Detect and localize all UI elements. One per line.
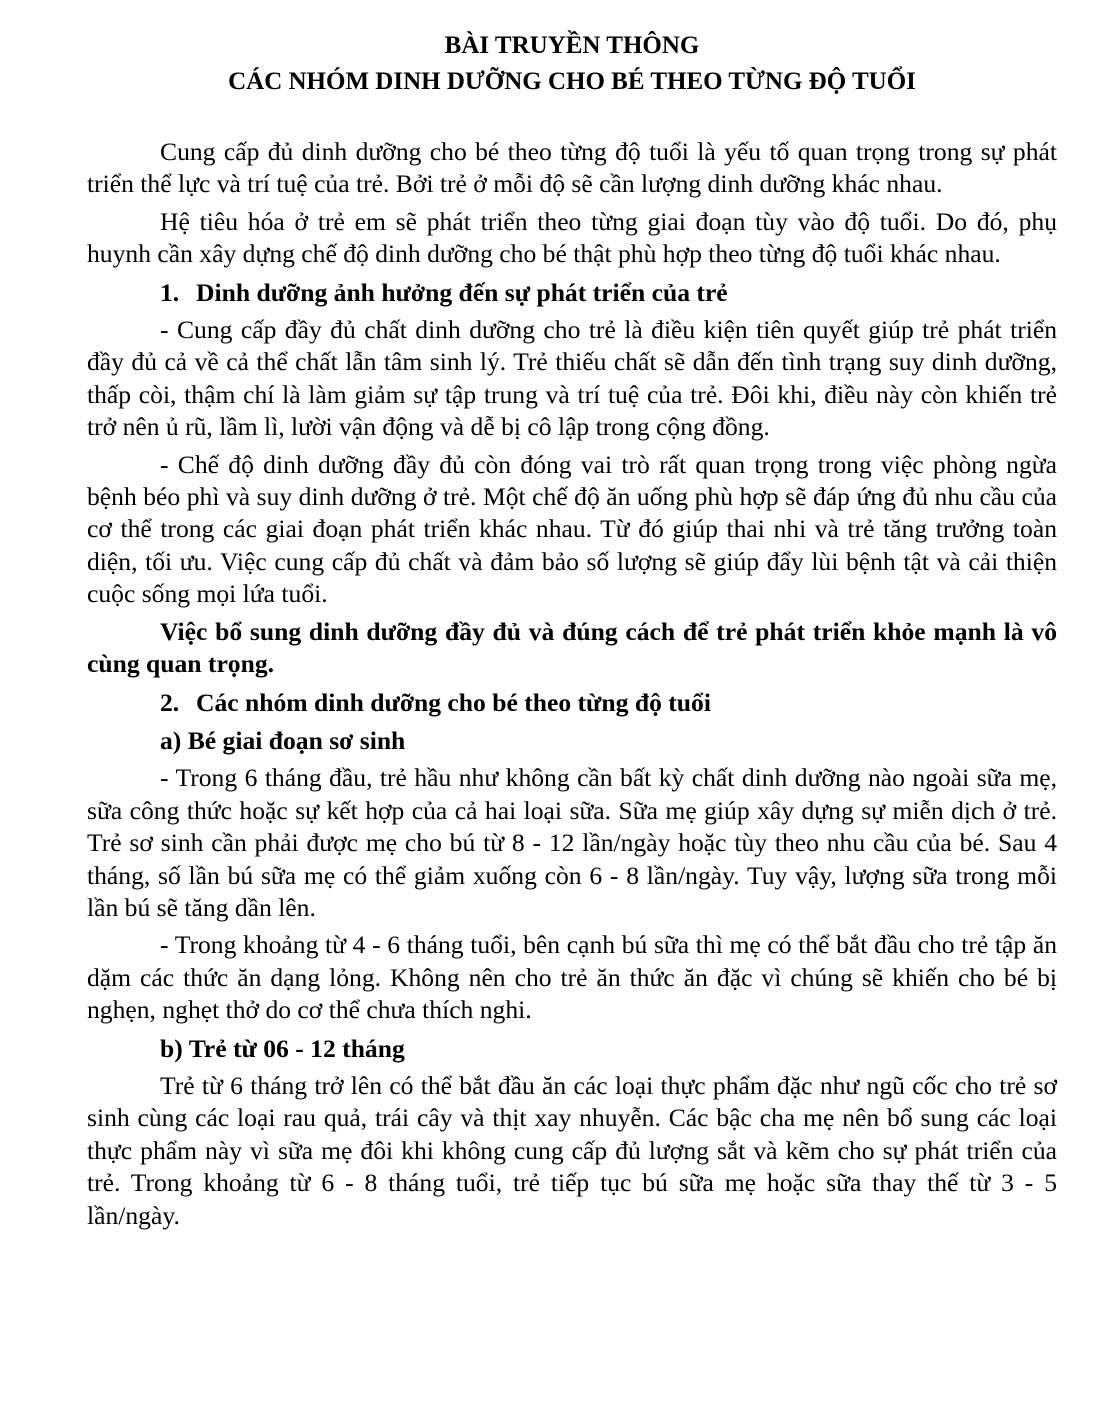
intro-paragraph-1: Cung cấp đủ dinh dưỡng cho bé theo từng độ tuổi là yếu tố quan trọng trong sự phát triển thể lực và trí tuệ của trẻ. Bởi trẻ ở mỗi độ sẽ cần lượng dinh dưỡng khác nhau. — [87, 137, 1057, 199]
section-1-paragraph-1: - Cung cấp đầy đủ chất dinh dưỡng cho trẻ là điều kiện tiên quyết giúp trẻ phát triển đầy đủ cả về cả thể chất lẫn tâm sinh lý. Trẻ thiếu chất sẽ dẫn đến tình trạng suy dinh dưỡng, thấp còi, thậm chí là làm giảm sự tập trung và trí tuệ của trẻ. Đôi khi, điều này còn khiến trẻ trở nên ủ rũ, lầm lì, lười vận động và dễ bị cô lập trong cộng đồng. — [87, 315, 1057, 442]
section-2-heading-text: Các nhóm dinh dưỡng cho bé theo từng độ tuổi — [196, 687, 711, 717]
section-1-emphasis: Việc bổ sung dinh dưỡng đầy đủ và đúng cách để trẻ phát triển khỏe mạnh là vô cùng quan trọng. — [87, 616, 1057, 679]
section-1-heading-text: Dinh dưỡng ảnh hưởng đến sự phát triển của trẻ — [196, 277, 728, 307]
intro-paragraph-2: Hệ tiêu hóa ở trẻ em sẽ phát triển theo từng giai đoạn tùy vào độ tuổi. Do đó, phụ huynh cần xây dựng chế độ dinh dưỡng cho bé thật phù hợp theo từng độ tuổi khác nhau. — [87, 206, 1057, 269]
subsection-b-paragraph-1: Trẻ từ 6 tháng trở lên có thể bắt đầu ăn các loại thực phẩm đặc như ngũ cốc cho trẻ sơ sinh cùng các loại rau quả, trái cây và thịt xay nhuyễn. Các bậc cha mẹ nên bổ sung các loại thực phẩm này vì sữa mẹ đôi khi không cung cấp đủ lượng sắt và kẽm cho sự phát triển của trẻ. Trong khoảng từ 6 - 8 tháng tuổi, trẻ tiếp tục bú sữa mẹ hoặc sữa thay thế từ 3 - 5 lần/ngày. — [87, 1070, 1057, 1230]
subsection-b-heading: b) Trẻ từ 06 - 12 tháng — [160, 1033, 405, 1063]
subsection-a-paragraph-2: - Trong khoảng từ 4 - 6 tháng tuổi, bên cạnh bú sữa thì mẹ có thể bắt đầu cho trẻ tập ăn dặm các thức ăn dạng lỏng. Không nên cho trẻ ăn thức ăn đặc vì chúng sẽ khiến cho bé bị nghẹn, nghẹt thở do cơ thể chưa thích nghi. — [87, 930, 1057, 1025]
section-2-heading — [87, 687, 1057, 719]
section-1-number: 1. — [160, 277, 180, 307]
subsection-a-heading: a) Bé giai đoạn sơ sinh — [160, 725, 406, 755]
section-2-number: 2. — [160, 687, 180, 717]
section-1-heading — [87, 277, 1057, 309]
title-spacer — [87, 100, 1057, 136]
document-page — [87, 28, 1057, 1232]
subsection-a-paragraph-1: - Trong 6 tháng đầu, trẻ hầu như không cần bất kỳ chất dinh dưỡng nào ngoài sữa mẹ, sữa công thức hoặc sự kết hợp của cả hai loại sữa. Sữa mẹ giúp xây dựng sự miễn dịch ở trẻ. Trẻ sơ sinh cần phải được mẹ cho bú từ 8 - 12 lần/ngày hoặc tùy theo nhu cầu của bé. Sau 4 tháng, số lần bú sữa mẹ có thể giảm xuống còn 6 - 8 lần/ngày. Tuy vậy, lượng sữa trong mỗi lần bú sẽ tăng dần lên. — [87, 763, 1057, 922]
document-title-line-2: CÁC NHÓM DINH DƯỠNG CHO BÉ THEO TỪNG ĐỘ TUỔI — [228, 68, 916, 95]
document-title-line-1: BÀI TRUYỀN THÔNG — [444, 32, 700, 59]
section-1-paragraph-2: - Chế độ dinh dưỡng đầy đủ còn đóng vai trò rất quan trọng trong việc phòng ngừa bệnh béo phì và suy dinh dưỡng ở trẻ. Một chế độ ăn uống phù hợp sẽ đáp ứng đủ nhu cầu của cơ thể trong các giai đoạn phát triển khác nhau. Từ đó giúp thai nhi và trẻ tăng trưởng toàn diện, tối ưu. Việc cung cấp đủ chất và đảm bảo số lượng sẽ giúp đẩy lùi bệnh tật và cải thiện cuộc sống mọi lứa tuổi. — [87, 449, 1057, 609]
